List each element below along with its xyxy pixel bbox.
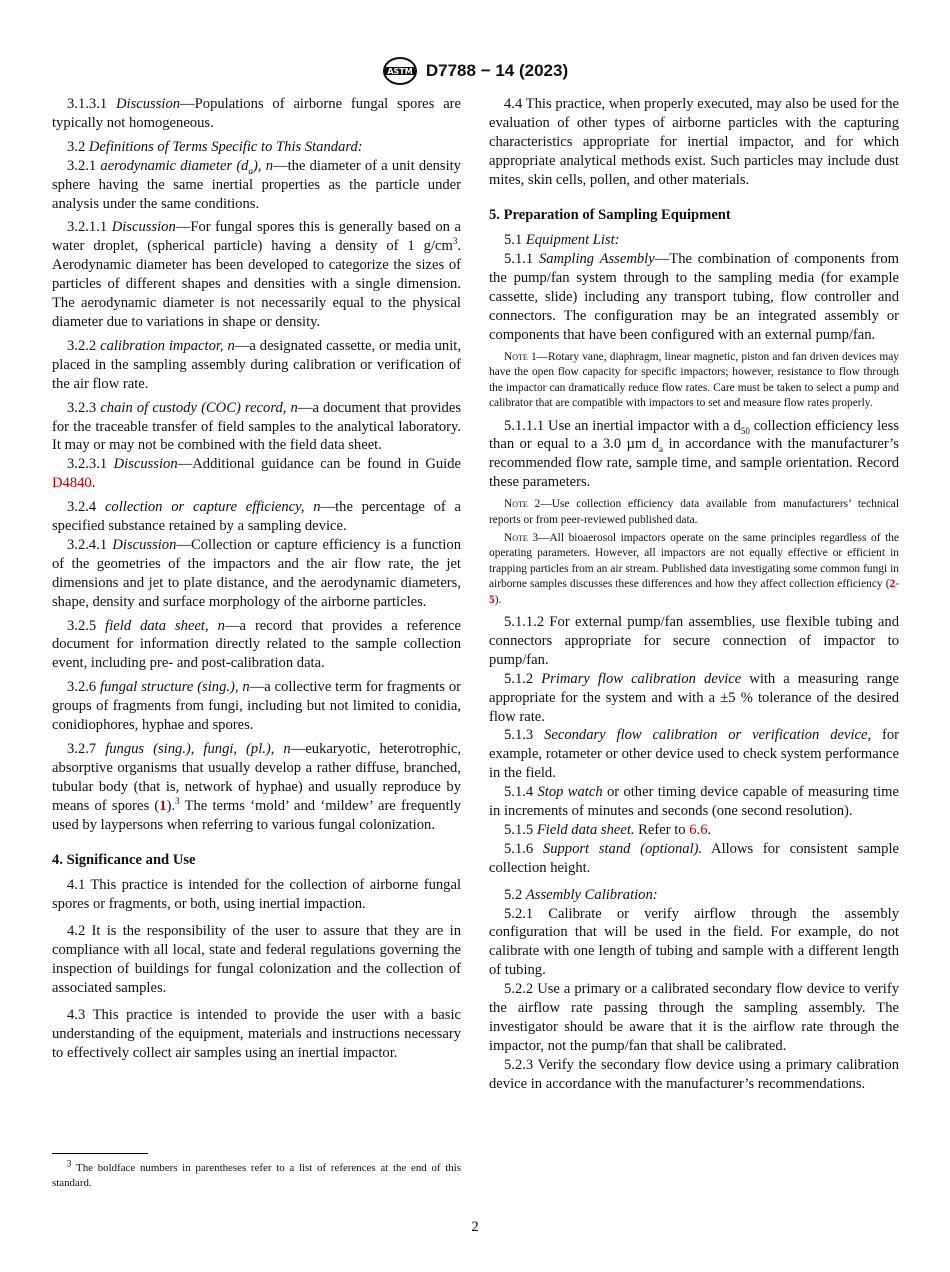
paragraph-3-2-2: 3.2.2 calibration impactor, n—a designated cassette, or media unit, placed in the sampling assembly during calibration or verification of the air flow rate. — [52, 337, 461, 392]
paragraph-5-2-3: 5.2.3 Verify the secondary flow device using a primary calibration device in accordance with the manufacturer’s recommendations. — [489, 1056, 899, 1092]
astm-logo-icon — [382, 56, 418, 86]
paragraph-5-1-1-2: 5.1.1.2 For external pump/fan assemblies, use flexible tubing and connectors appropriate for secure connection of impactor to pump/fan. — [489, 613, 899, 668]
paragraph-3-2-1: 3.2.1 aerodynamic diameter $(d_a)$, n—the diameter of a unit density sphere having the same inertial properties as the particle under analysis under the same conditions. — [52, 157, 461, 212]
paragraph-3-2-5: 3.2.5 field data sheet, n—a record that provides a reference document for information directly related to the sample collection event, including pre- and post-calibration data. — [52, 617, 461, 672]
paragraph-4-2: 4.2 It is the responsibility of the user to assure that they are in compliance with all local, state and federal regulations governing the inspection of buildings for fungal colonization and the collection of associated samples. — [52, 923, 461, 996]
paragraph-4-3: 4.3 This practice is intended to provide the user with a basic understanding of the equipment, materials and instructions necessary to effectively collect air samples using an inertial impactor. — [52, 1006, 461, 1061]
section-4-heading: 4. Significance and Use — [52, 851, 196, 868]
note-2: Note 2—Use collection efficiency data available from manufacturers’ technical reports or from peer-reviewed published data. — [489, 498, 899, 526]
right-column — [489, 95, 899, 1094]
page-header — [0, 56, 950, 86]
note-3: Note 3—All bioaerosol impactors operate on the same principles regardless of the operating parameters. However, all impactors are not equally effective or efficient in trapping particles from an air stream. Published data investigating some common fungi in airborne samples discusses these differences and how they affect collection efficiency (2-5). — [489, 531, 899, 606]
paragraph-3-2-6: 3.2.6 fungal structure (sing.), n—a collective term for fragments or groups of fragments from fungi, including but not limited to conidia, conidiophores, hyphae and spores. — [52, 679, 461, 734]
paragraph-3-2-4: 3.2.4 collection or capture efficiency, n—the percentage of a specified substance retained by a sampling device. — [52, 499, 461, 535]
paragraph-3-2-3-1: 3.2.3.1 Discussion—Additional guidance can be found in Guide D4840. — [52, 456, 462, 492]
paragraph-5-1-2: 5.1.2 Primary flow calibration device with a measuring range appropriate for the system and with a ±5 % tolerance of the desired flow rate. — [489, 670, 900, 725]
paragraph-3-2-4-1: 3.2.4.1 Discussion—Collection or capture efficiency is a function of the geometries of the impactors and the air flow rate, the jet dimensions and jet to plate distance, and the aerodynamic diameters, shape, density and surface morphology of the airborne particles. — [52, 536, 462, 610]
paragraph-5-2-1: 5.2.1 Calibrate or verify airflow through the assembly configuration that will be used in the field. For example, do not calibrate with one length of tubing and sample with a different length of tubing. — [489, 905, 899, 979]
section-5-heading: 5. Preparation of Sampling Equipment — [489, 206, 731, 223]
ref-link-2-5[interactable]: 2-5 — [489, 578, 899, 606]
standard-designation: D7788 − 14 (2023) — [425, 61, 569, 80]
page-number: 2 — [471, 1219, 479, 1235]
paragraph-3-2: 3.2 Definitions of Terms Specific to This Standard: — [67, 138, 363, 155]
link-d4840[interactable]: D4840 — [52, 475, 92, 492]
paragraph-3-1-3-1: 3.1.3.1 Discussion—Populations of airborne fungal spores are typically not homogeneous. — [52, 96, 462, 131]
paragraph-5-2: 5.2 Assembly Calibration: — [504, 886, 658, 903]
paragraph-3-2-1-1: 3.2.1.1 Discussion—For fungal spores this is generally based on a water droplet, (spherical particle) having a density of 1 $g/cm^3$. Aerodynamic diameter has been developed to categorize the sizes of particles of different shapes and densities with a single dimension. The aerodynamic diameter is not necessarily equal to the physical diameter due to variations in shape or density. — [52, 219, 461, 330]
footnote-3: $^3$ The boldface numbers in parentheses refer to a list of references at the end of this standard. — [52, 1158, 461, 1189]
paragraph-4-1: 4.1 This practice is intended for the collection of airborne fungal spores or fragments, or both, using inertial impaction. — [52, 877, 461, 913]
paragraph-5-1-4: 5.1.4 Stop watch or other timing device capable of measuring time in increments of minutes and seconds (one second resolution). — [489, 784, 899, 820]
link-6-6[interactable]: 6.6 — [689, 821, 708, 838]
ref-link-1[interactable]: 1 — [159, 797, 167, 814]
paragraph-5-1-1-1: 5.1.1.1 Use an inertial impactor with a $d_{50}$ collection efficiency less than or equal to a 3.0 µm $d_a$ in accordance with the manufacturer’s recommended flow rate, sample time, and sample orientation. Record these parameters. — [489, 417, 900, 491]
paragraph-5-1: 5.1 Equipment List: — [504, 232, 620, 249]
svg-text:ASTM: ASTM — [387, 67, 413, 76]
footnote-divider — [52, 1153, 148, 1154]
paragraph-4-4: 4.4 This practice, when properly executed, may also be used for the evaluation of other types of airborne particles with the capturing characteristics appropriate for inertial impactor, and for which appropriate analytical methods exist. Such particles may include dust mites, skin cells, pollen, and other materials. — [489, 96, 899, 188]
paragraph-3-2-7: 3.2.7 fungus (sing.), fungi, (pl.), n—eukaryotic, heterotrophic, absorptive organisms that usually develop a rather diffuse, branched, tubular body (that is, network of hyphae) and usually reproduce by means of spores (1).$^3$ The terms ‘mold’ and ‘mildew’ are frequently used by laypersons when referring to various fungal colonization. — [52, 741, 461, 833]
paragraph-3-2-3: 3.2.3 chain of custody (COC) record, n—a document that provides for the traceable transfer of field samples to the analytical laboratory. It may or may not be combined with the field data sheet. — [52, 399, 461, 454]
note-1: Note 1—Rotary vane, diaphragm, linear magnetic, piston and fan driven devices may have the open flow capacity for specific impactors; however, resistance to flow through the impactor can dramatically reduce flow rates. Care must be taken to select a pump and calibrator that are compatible with impactors to set and measure flow rates properly. — [489, 350, 899, 410]
paragraph-5-1-3: 5.1.3 Secondary flow calibration or verification device, for example, rotameter or other device used to check system performance in the field. — [489, 727, 900, 782]
paragraph-5-2-2: 5.2.2 Use a primary or a calibrated secondary flow device to verify the airflow rate passing through the sampling assembly. The investigator should be aware that it is the airflow rate through the impactor, not the pump/fan that shall be calibrated. — [489, 981, 899, 1054]
paragraph-5-1-1: 5.1.1 Sampling Assembly—The combination of components from the pump/fan system through to the sampling media (for example cassette, slide) including any transport tubing, flow controller and connectors. The configuration may be an integrated assembly or components that have been configured with an external pump/fan. — [489, 251, 899, 343]
paragraph-5-1-5: 5.1.5 Field data sheet. Refer to 6.6. — [504, 821, 712, 838]
paragraph-5-1-6: 5.1.6 Support stand (optional). Allows for consistent sample collection height. — [489, 840, 899, 876]
left-column — [52, 95, 461, 1063]
